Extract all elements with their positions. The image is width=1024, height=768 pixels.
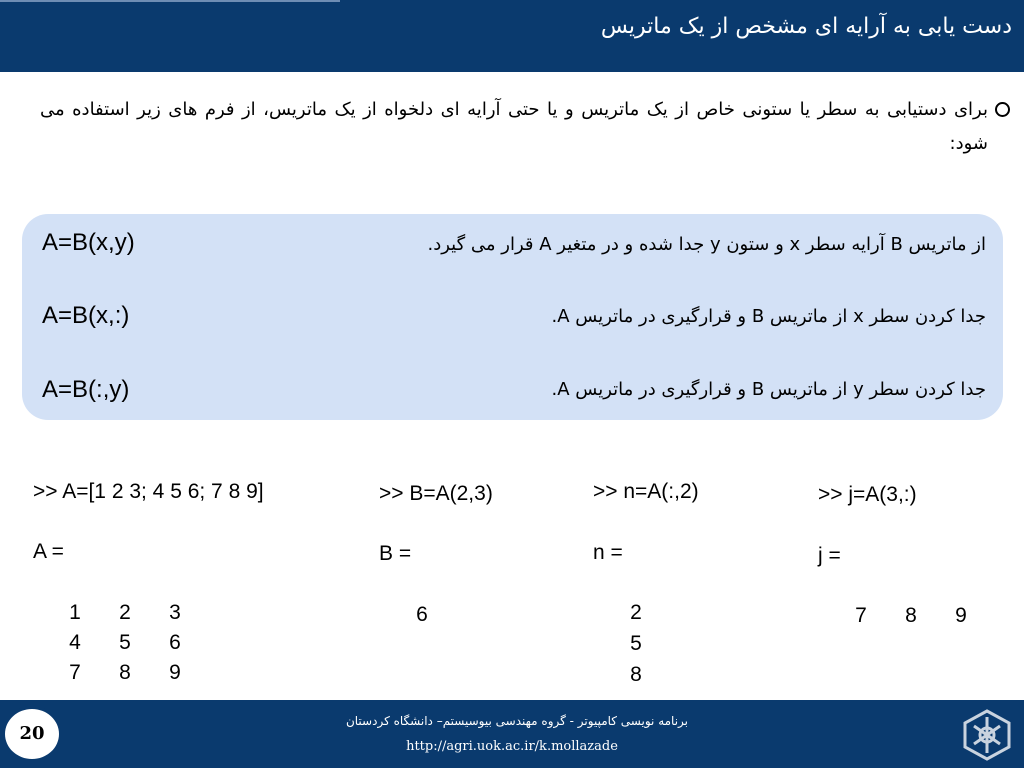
example-4-label: j = xyxy=(818,544,841,567)
result-value: 9 xyxy=(955,604,967,627)
matrix-cell: 3 xyxy=(169,601,181,624)
footer-bar xyxy=(0,700,1024,768)
example-4-command: >> j=A(3,:) xyxy=(818,483,917,506)
matrix-cell: 6 xyxy=(169,631,181,654)
matrix-cell: 9 xyxy=(169,661,181,684)
formula-2: A=B(x,:) xyxy=(42,302,130,329)
example-3-command: >> n=A(:,2) xyxy=(593,480,699,503)
example-3-label: n = xyxy=(593,541,623,564)
matrix-cell: 1 xyxy=(69,601,81,624)
header-accent-line xyxy=(0,0,340,2)
result-value: 2 xyxy=(630,601,642,624)
page-number: 20 xyxy=(2,706,62,762)
result-value: 5 xyxy=(630,632,642,655)
example-2-label: B = xyxy=(379,542,412,565)
matrix-cell: 4 xyxy=(69,631,81,654)
result-value: 7 xyxy=(855,604,867,627)
matrix-cell: 7 xyxy=(69,661,81,684)
result-value: 6 xyxy=(416,603,428,626)
formula-1: A=B(x,y) xyxy=(42,229,135,256)
matrix-cell: 8 xyxy=(119,661,131,684)
hollow-circle-bullet-icon xyxy=(995,102,1010,117)
result-value: 8 xyxy=(630,663,642,686)
description-1: از ماتریس B آرایه سطر x و ستون y جدا شده و در متغیر A قرار می گیرد. xyxy=(427,234,986,255)
result-value: 8 xyxy=(905,604,917,627)
slide-title: دست یابی به آرایه ای مشخص از یک ماتریس xyxy=(600,14,1012,39)
matrix-cell: 5 xyxy=(119,631,131,654)
matrix-cell: 2 xyxy=(119,601,131,624)
footer-url: http://agri.uok.ac.ir/k.mollazade xyxy=(406,739,618,754)
example-1-label: A = xyxy=(33,540,64,563)
intro-text: برای دستیابی به سطر یا ستونی خاص از یک ماتریس و یا حتی آرایه ای دلخواه از یک ماتریس، از فرم های زیر استفاده می شود: xyxy=(40,99,988,154)
header-bar xyxy=(0,0,1024,72)
example-2-command: >> B=A(2,3) xyxy=(379,482,493,505)
university-logo-icon xyxy=(960,708,1014,762)
description-2: جدا کردن سطر x از ماتریس B و قرارگیری در ماتریس A. xyxy=(551,306,986,327)
footer-course-text: برنامه نویسی کامپیوتر - گروه مهندسی بیوسیستم– دانشگاه کردستان xyxy=(345,714,689,728)
formula-3: A=B(:,y) xyxy=(42,376,130,403)
description-3: جدا کردن سطر y از ماتریس B و قرارگیری در ماتریس A. xyxy=(551,379,986,400)
example-1-command: >> A=[1 2 3; 4 5 6; 7 8 9] xyxy=(33,480,264,503)
